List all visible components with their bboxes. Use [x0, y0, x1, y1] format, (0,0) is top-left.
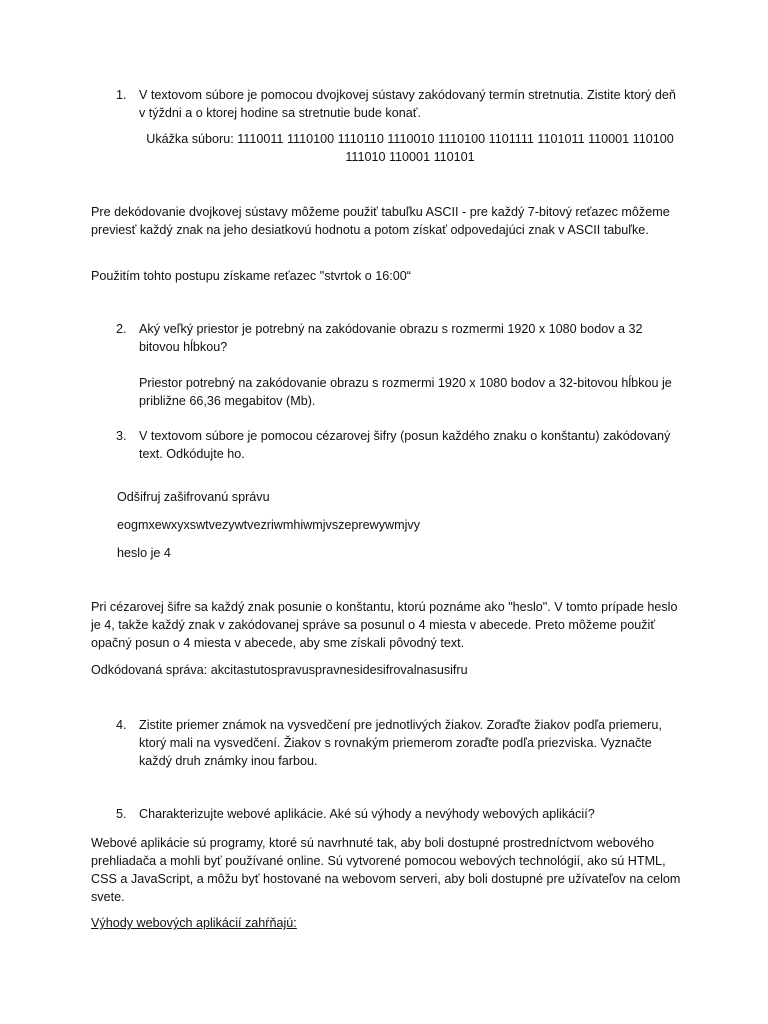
question-text: Charakterizujte webové aplikácie. Aké sú výhody a nevýhody webových aplikácií?: [139, 807, 595, 821]
cipher-text: eogmxewxyxswtvezywtvezriwmhiwmjvszeprewywmjvy: [117, 518, 420, 532]
question-text: Aký veľký priestor je potrebný na zakódovanie obrazu s rozmermi 1920 x 1080 bodov a 32 bitovou hĺbkou?: [139, 322, 643, 354]
question-3-cipher: [117, 516, 677, 534]
answer-paragraph: Priestor potrebný na zakódovanie obrazu s rozmermi 1920 x 1080 bodov a 32-bitovou hĺbkou je približne 66,36 megabitov (Mb).: [139, 376, 672, 408]
advantages-heading: [91, 914, 681, 932]
question-number: 3.: [116, 429, 127, 443]
question-4: [91, 716, 681, 770]
answer-2: [139, 374, 684, 410]
question-text: V textovom súbore je pomocou cézarovej šifry (posun každého znaku o konštantu) zakódovaný text. Odkódujte ho.: [139, 429, 671, 461]
answer-3-explanation: [91, 598, 681, 652]
answer-paragraph: Použitím tohto postupu získame reťazec "stvrtok o 16:00“: [91, 269, 411, 283]
question-2: [91, 320, 681, 356]
answer-1-explanation: [91, 203, 681, 239]
answer-paragraph: Pre dekódovanie dvojkovej sústavy môžeme použiť tabuľku ASCII - pre každý 7-bitový reťazec môžeme previesť každý znak na jeho desiatkovú hodnotu a potom získať odpovedajúci znak v ASCII tabuľke.: [91, 205, 670, 237]
answer-paragraph: Odkódovaná správa: akcitastutospravuspravnesidesifrovalnasusifru: [91, 663, 468, 677]
question-5: [91, 805, 681, 823]
question-text: V textovom súbore je pomocou dvojkovej sústavy zakódovaný termín stretnutia. Zistite ktorý deň v týždni a o ktorej hodine sa stretnutie bude konať.: [139, 88, 676, 120]
question-3: [91, 427, 681, 463]
answer-5-explanation: [91, 834, 681, 906]
sample-file-content: Ukážka súboru: 1110011 1110100 1110110 1110010 1110100 1101111 1101011 110001 110100 111010 110001 110101: [146, 132, 674, 164]
answer-3-result: [91, 661, 681, 679]
task-text: Odšifruj zašifrovanú správu: [117, 490, 270, 504]
answer-1-result: [91, 267, 681, 285]
question-number: 1.: [116, 88, 127, 102]
question-number: 4.: [116, 718, 127, 732]
question-number: 5.: [116, 807, 127, 821]
question-number: 2.: [116, 322, 127, 336]
question-3-key: [117, 544, 677, 562]
question-text: Zistite priemer známok na vysvedčení pre jednotlivých žiakov. Zoraďte žiakov podľa priemeru, ktorý mali na vysvedčení. Žiakov s rovnakým priemerom zoraďte podľa priezviska. Vyznačte každý druh známky inou farbou.: [139, 718, 662, 768]
answer-paragraph: Pri cézarovej šifre sa každý znak posunie o konštantu, ktorú poznáme ako "heslo". V tomto prípade heslo je 4, takže každý znak v zakódovanej správe sa posunul o 4 miesta v abecede. Preto môžeme použiť opačný posun o 4 miesta v abecede, aby sme získali pôvodný text.: [91, 600, 678, 650]
sample-file: [140, 130, 680, 166]
advantages-heading-text: Výhody webových aplikácií zahŕňajú:: [91, 916, 297, 930]
question-3-task: [117, 488, 677, 506]
answer-paragraph: Webové aplikácie sú programy, ktoré sú navrhnuté tak, aby boli dostupné prostredníctvom webového prehliadača a mohli byť používané online. Sú vytvorené pomocou webových technológií, ako sú HTML, CSS a JavaScript, a môžu byť hostované na webovom serveri, aby boli dostupné pre užívateľov na celom svete.: [91, 836, 681, 904]
question-1: [91, 86, 681, 122]
key-text: heslo je 4: [117, 546, 171, 560]
